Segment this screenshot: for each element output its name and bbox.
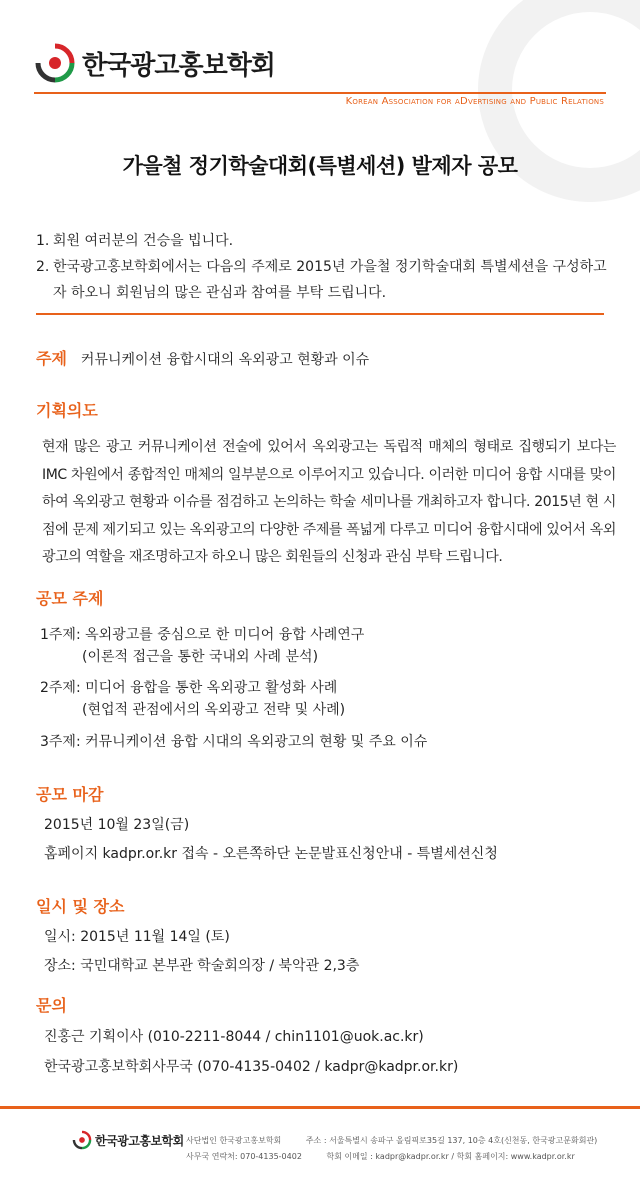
- header-logo: [34, 38, 275, 88]
- intro-item: [36, 228, 610, 254]
- topic-item: [40, 677, 345, 721]
- intro-item-number: 2.: [36, 259, 50, 275]
- footer-email: 학회 이메일 : kadpr@kadpr.or.kr / 학회 홈페이지: www.kadpr.or.kr: [326, 1152, 575, 1161]
- plan-paragraph: 현재 많은 광고 커뮤니케이션 전술에 있어서 옥외광고는 독립적 매체의 형태로 집행되기 보다는 IMC 차원에서 종합적인 매체의 일부분으로 이루어지고 있습니다. 이러한 미디어 융합 시대를 맞이하여 옥외광고 현황과 이슈를 점검하고 논의하는 학술 세미나를 개최하고자 합니다. 2015년 현 시점에 문제 제기되고 있는 옥외광고의 다양한 주제를 폭넓게 다루고 미디어 융합시대에 있어서 옥외광고의 역할을 재조명하고자 하오니 많은 회원들의 신청과 관심 부탁 드립니다.: [42, 439, 616, 565]
- intro-item-text: 회원 여러분의 건승을 빕니다.: [53, 233, 234, 249]
- topics-heading: 공모 주제: [36, 589, 104, 608]
- deadline-heading: 공모 마감: [36, 785, 104, 804]
- contact-heading: 문의: [36, 996, 67, 1015]
- intro-item: [36, 254, 610, 306]
- org-name-english: Korean Association for aDvertising and Public Relations: [345, 96, 604, 107]
- topic-main: 2주제: 미디어 융합을 통한 옥외광고 활성화 사례: [40, 680, 338, 696]
- topic-sub: (이론적 접근을 통한 국내외 사례 분석): [82, 649, 319, 665]
- footer-corp: 사단법인 한국광고홍보학회: [186, 1136, 282, 1145]
- topic-sub: (현업적 관점에서의 옥외광고 전략 및 사례): [82, 702, 346, 718]
- deadline-instructions: 홈페이지 kadpr.or.kr 접속 - 오른쪽하단 논문발표신청안내 - 특별세션신청: [44, 846, 498, 862]
- kadpr-logo-icon: [34, 42, 76, 84]
- decorative-ring-graphic: [460, 0, 640, 220]
- footer-org-name: 한국광고홍보학회: [95, 1133, 184, 1148]
- intro-list: [36, 228, 610, 306]
- schedule-venue: 장소: 국민대학교 본부관 학술회의장 / 북악관 2,3층: [44, 958, 360, 974]
- footer-phone: 사무국 연락처: 070-4135-0402: [186, 1152, 302, 1161]
- contact-line: 한국광고홍보학회사무국 (070-4135-0402 / kadpr@kadpr.or.kr): [44, 1059, 459, 1075]
- header-divider: [34, 92, 606, 94]
- org-name: 한국광고홍보학회: [82, 50, 275, 81]
- footer-divider: [0, 1106, 640, 1109]
- topic-main: 3주제: 커뮤니케이션 융합 시대의 옥외광고의 현황 및 주요 이슈: [40, 734, 428, 750]
- topic-item: [40, 624, 364, 668]
- theme-text: 커뮤니케이션 융합시대의 옥외광고 현황과 이슈: [80, 352, 370, 368]
- footer-logo: [72, 1130, 184, 1150]
- intro-divider: [36, 313, 604, 315]
- theme-heading: 주제: [36, 349, 67, 368]
- schedule-heading: 일시 및 장소: [36, 897, 125, 916]
- topic-main: 1주제: 옥외광고를 중심으로 한 미디어 융합 사례연구: [40, 627, 365, 643]
- topic-item: [40, 731, 427, 753]
- theme-section: [36, 346, 369, 369]
- intro-item-text: 한국광고홍보학회에서는 다음의 주제로 2015년 가을철 정기학술대회 특별세션을 구성하고자 하오니 회원님의 많은 관심과 참여를 부탁 드립니다.: [53, 259, 607, 301]
- page-title: 가을철 정기학술대회(특별세션) 발제자 공모: [122, 154, 518, 178]
- deadline-date: 2015년 10월 23일(금): [44, 817, 190, 833]
- footer-address: 주소 : 서울특별시 송파구 올림픽로35길 137, 10층 4호(신천동, 한국광고문화회관): [305, 1136, 598, 1145]
- plan-heading: 기획의도: [36, 401, 98, 420]
- contact-line: 진홍근 기획이사 (010-2211-8044 / chin1101@uok.ac.kr): [44, 1029, 424, 1045]
- footer-info: [186, 1133, 619, 1165]
- intro-item-number: 1.: [36, 233, 50, 249]
- schedule-date: 일시: 2015년 11월 14일 (토): [44, 929, 230, 945]
- kadpr-logo-icon: [72, 1130, 92, 1150]
